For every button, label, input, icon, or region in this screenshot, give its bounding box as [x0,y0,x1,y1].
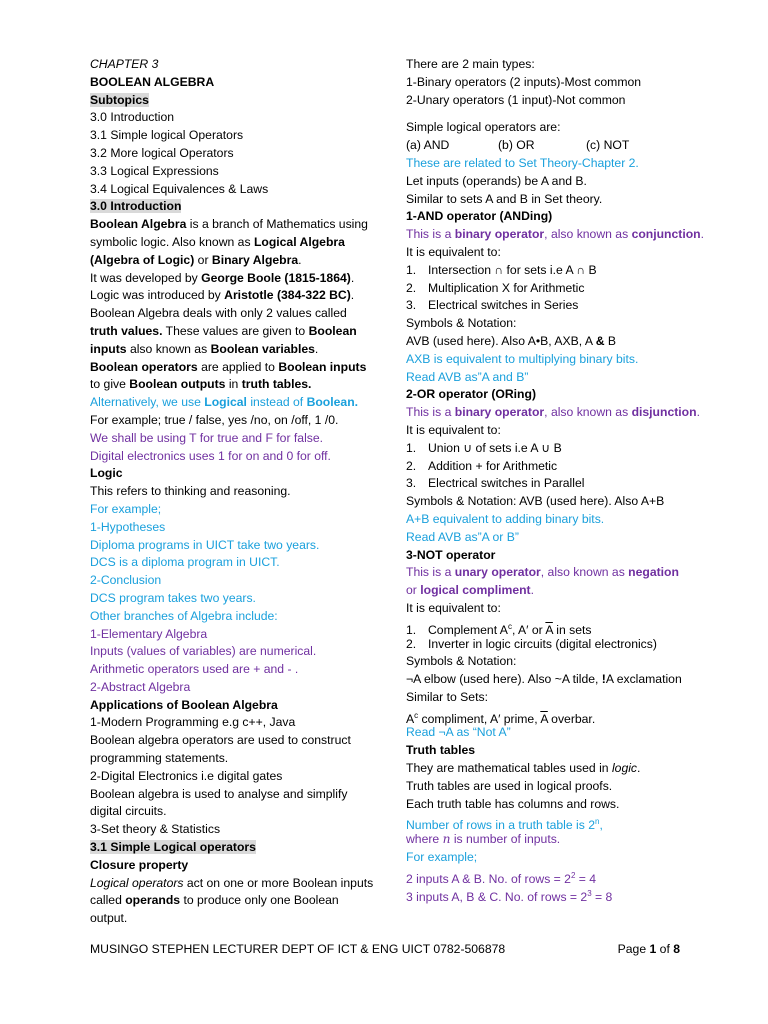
not-item: 2. Inverter in logic circuits (digital electronics) [406,636,657,651]
logic-line: Other branches of Algebra include: [90,608,278,623]
truth-heading: Truth tables [406,743,476,758]
or-desc: This is a binary operator, also known as disjunction. [406,405,700,420]
intersection-symbol: ∩ [576,262,586,277]
closure-line: called operands to produce only one Boolean [90,893,339,908]
not-equiv: It is equivalent to: [406,600,501,615]
application-line: Boolean algebra is used to analyse and simplify [90,786,348,801]
or-equiv: It is equivalent to: [406,422,501,437]
logic-line: Diploma programs in UICT take two years. [90,537,320,552]
not-item: 1. Complement $A^c$, A′ or $\overline{A}$ in sets [406,621,592,637]
chapter-label: CHAPTER 3 [90,57,159,71]
page-footer [90,942,680,956]
application-line: digital circuits. [90,804,167,819]
logic-line: 2-Conclusion [90,573,162,588]
right-column [406,56,736,902]
truth-line: They are mathematical tables used in logic. [406,761,641,776]
and-note: AXB is equivalent to multiplying binary bits. [406,351,639,366]
logic-line: 1-Hypotheses [90,519,166,534]
subtopics-heading: Subtopics [90,92,149,107]
and-item: 3. Electrical switches in Series [406,298,579,313]
application-line: 1-Modern Programming e.g c++, Java [90,715,296,730]
or-item: 1. Union ∪ of sets i.e A ∪ B [406,440,562,455]
intro-line: Boolean Algebra is a branch of Mathematics using [90,217,368,232]
not-heading: 3-NOT operator [406,547,496,562]
types-line: 1-Binary operators (2 inputs)-Most common [406,74,642,89]
intro-heading: 3.0 Introduction [90,199,182,214]
and-note: Read AVB as”A and B” [406,369,529,384]
logic-line: DCS is a diploma program in UICT. [90,555,280,570]
not-desc: or logical compliment. [406,583,535,598]
or-note: A+B equivalent to adding binary bits. [406,511,605,526]
op-and: (a) AND [406,138,450,153]
intro-line: Alternatively, we use Logical instead of Boolean. [90,395,359,410]
logic-line: 1-Elementary Algebra [90,626,208,641]
truth-rows: Number of rows in a truth table is 2$^n$, [406,817,603,833]
and-item: 2. Multiplication X for Arithmetic [406,280,585,295]
logic-line: 2-Abstract Algebra [90,679,191,694]
sets-notation: $A^c$ compliment, A′ prime, $\overline{A}$ overbar. [406,710,596,726]
intro-line: to give Boolean outputs in truth tables. [90,377,312,392]
logic-heading: Logic [90,466,123,481]
subtopic-item: 3.3 Logical Expressions [90,163,219,178]
subtopic-item: 3.1 Simple logical Operators [90,128,244,143]
truth-example-1: 2 inputs A & B. No. of rows = $2^2 = 4$ [406,870,597,886]
closure-heading: Closure property [90,857,189,872]
intro-line: Boolean Algebra deals with only 2 values called [90,306,347,321]
not-notation: ¬A elbow (used here). Also ~A tilde, !A exclamation [406,672,682,687]
application-line: programming statements. [90,751,229,766]
intro-line: symbolic logic. Also known as Logical Algebra [90,234,345,249]
application-line: 3-Set theory & Statistics [90,822,221,837]
page-title: BOOLEAN ALGEBRA [90,74,215,89]
intro-line: Boolean operators are applied to Boolean inputs [90,359,367,374]
application-line: 2-Digital Electronics i.e digital gates [90,768,283,783]
logic-line: Arithmetic operators used are + and - . [90,662,299,677]
intersection-symbol: ∩ [494,262,504,277]
set-theory-note: These are related to Set Theory-Chapter 2. [406,155,639,170]
logic-line: For example; [90,501,162,516]
and-symbols-label: Symbols & Notation: [406,316,517,331]
intro-line: It was developed by George Boole (1815-1864). [90,270,355,285]
intro-line: Digital electronics uses 1 for on and 0 for off. [90,448,331,463]
not-read: Read ¬A as “Not A” [406,725,511,740]
plus-symbol: + [475,458,483,473]
truth-line: Truth tables are used in logical proofs. [406,778,613,793]
union-symbol: ∪ [463,440,473,455]
op-or: (b) OR [498,138,535,153]
and-item: 1. Intersection ∩ for sets i.e A ∩ B [406,262,597,277]
inputs-line: Let inputs (operands) be A and B. [406,173,587,188]
or-item: 2. Addition + for Arithmetic [406,458,558,473]
and-heading: 1-AND operator (ANDing) [406,209,553,224]
and-notation: AVB (used here). Also A•B, AXB, A & B [406,333,617,348]
subtopic-item: 3.0 Introduction [90,110,175,125]
and-desc: This is a binary operator, also known as conjunction. [406,227,705,242]
closure-line: Logical operators act on one or more Boolean inputs [90,875,374,890]
logic-line: Inputs (values of variables) are numerical. [90,644,317,659]
truth-example-2: 3 inputs A, B & C. No. of rows = $2^3 = 8$ [406,888,613,904]
or-heading: 2-OR operator (ORing) [406,387,536,402]
subtopic-item: 3.4 Logical Equivalences & Laws [90,181,269,196]
intro-line: (Algebra of Logic) or Binary Algebra. [90,252,302,267]
truth-example: For example; [406,850,478,865]
section31-heading: 3.1 Simple Logical operators [90,840,256,855]
truth-where: where n is number of inputs. [406,832,561,847]
similar-sets-label: Similar to Sets: [406,689,488,704]
or-notation: Symbols & Notation: AVB (used here). Also A+B [406,494,665,509]
overbar-a: $\overline{A}$ [540,711,548,726]
intro-line: Logic was introduced by Aristotle (384-322 BC). [90,288,355,303]
logic-line: DCS program takes two years. [90,590,256,605]
intro-line: inputs also known as Boolean variables. [90,341,319,356]
operator-list [406,137,736,155]
logic-lines [90,483,390,697]
truth-line: Each truth table has columns and rows. [406,796,620,811]
page-number: Page 1 of 8 [617,942,680,956]
applications-heading: Applications of Boolean Algebra [90,697,278,712]
types-line: 2-Unary operators (1 input)-Not common [406,92,626,107]
footer-author: MUSINGO STEPHEN LECTURER DEPT OF ICT & ENG UICT 0782-506878 [90,942,506,956]
not-desc: This is a unary operator, also known as negation [406,565,679,580]
types-line: There are 2 main types: [406,57,535,71]
intro-line: truth values. These values are given to Boolean [90,323,357,338]
intro-line: For example; true / false, yes /no, on /off, 1 /0. [90,412,339,427]
op-not: (c) NOT [586,138,630,153]
and-equiv: It is equivalent to: [406,244,501,259]
similar-sets-line: Similar to sets A and B in Set theory. [406,191,603,206]
or-note: Read AVB as”A or B” [406,529,519,544]
or-item: 3. Electrical switches in Parallel [406,476,585,491]
subtopic-item: 3.2 More logical Operators [90,145,234,160]
intro-line: We shall be using T for true and F for false. [90,430,324,445]
application-line: Boolean algebra operators are used to construct [90,733,351,748]
overbar-a: $\overline{A}$ [545,622,553,637]
simple-intro: Simple logical operators are: [406,120,561,135]
left-column [90,56,390,928]
union-symbol: ∪ [541,440,551,455]
logic-line: This refers to thinking and reasoning. [90,484,291,499]
not-symbols-label: Symbols & Notation: [406,654,517,669]
applications-lines [90,714,390,839]
closure-line: output. [90,911,128,926]
